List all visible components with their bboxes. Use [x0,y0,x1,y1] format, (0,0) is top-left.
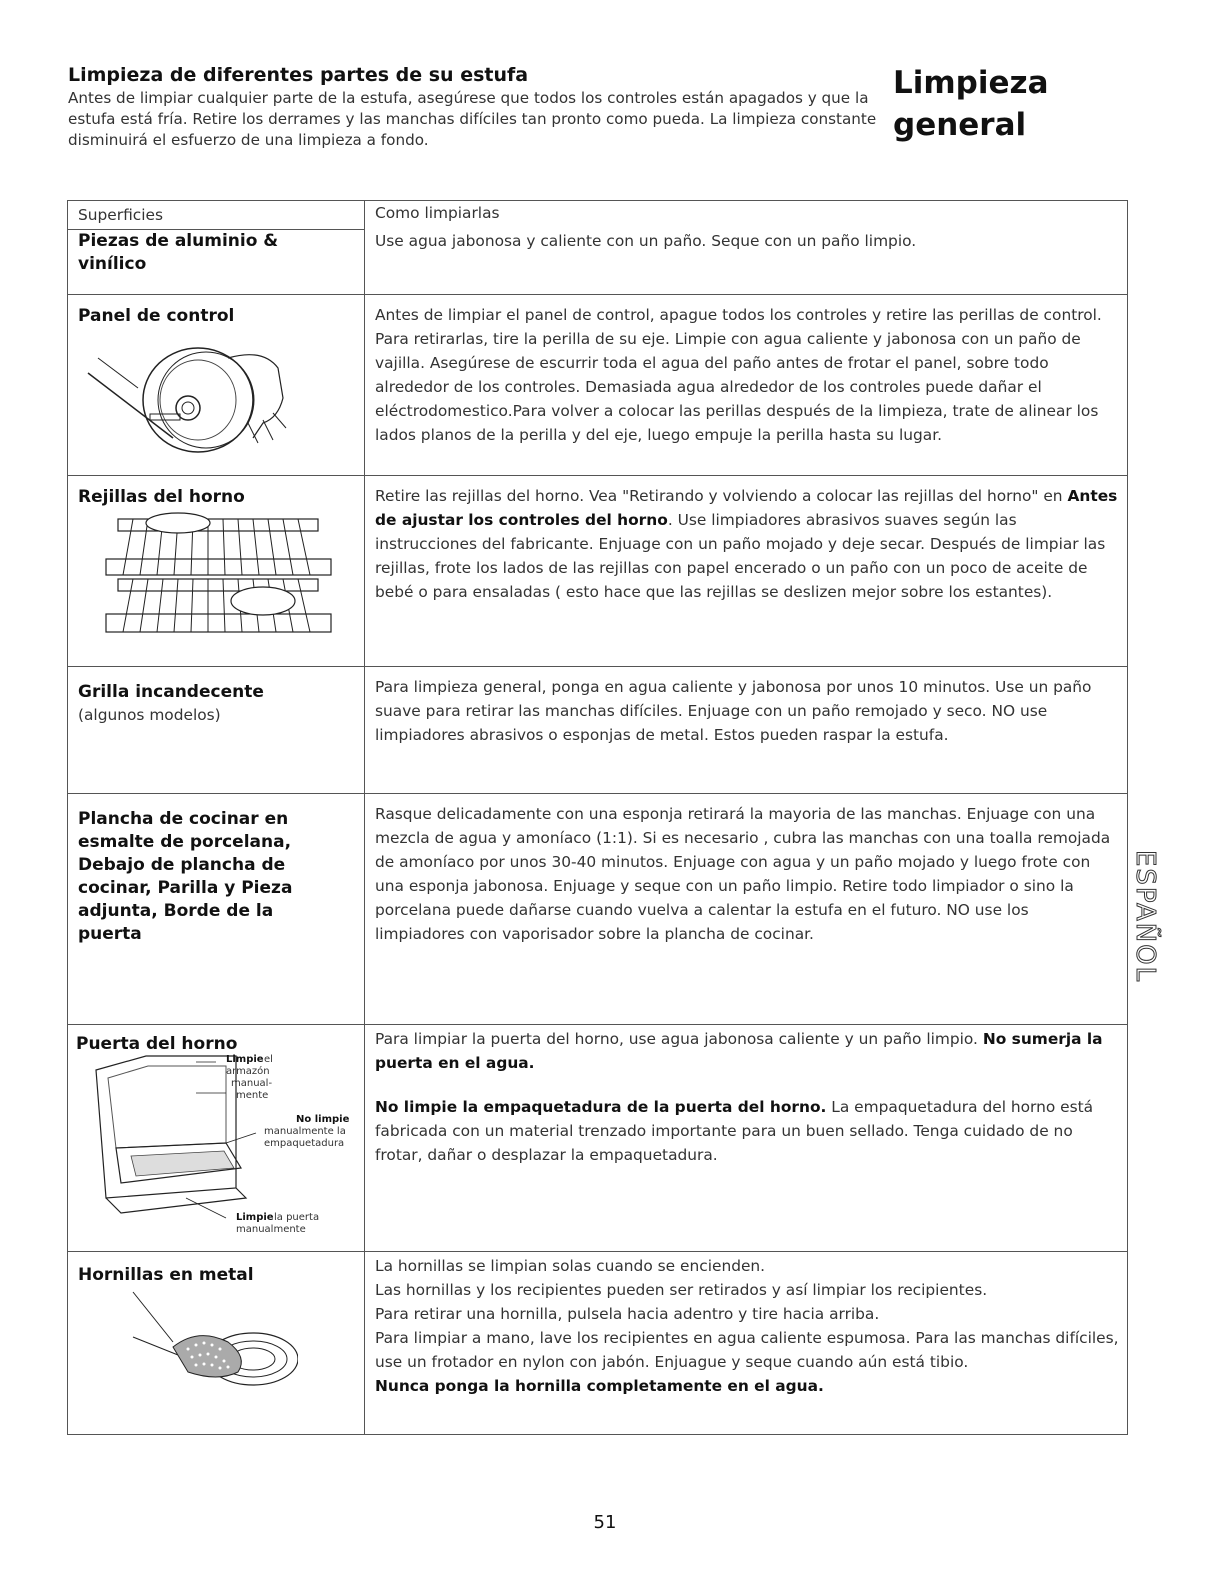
fig-label-a-rest2: armazón [226,1066,270,1077]
row-text: Retire las rejillas del horno. Vea "Retirando y volviendo a colocar las rejillas del horno" en [375,487,1063,505]
row-label: Grilla incandecente [78,682,264,702]
cleaning-table [67,200,1128,1435]
fig-label-b-rest2: empaquetadura [264,1138,345,1149]
fig-label-a-rest4: mente [236,1090,269,1101]
row-label: Plancha de cocinar en esmalte de porcelana, Debajo de plancha de cocinar, Parilla y Pieza adjunta, Borde de la puerta [78,809,293,944]
row-text-bold: No sumerja la puerta en el agua. [375,1030,1103,1072]
oven-door-illustration [76,1048,351,1238]
row-sublabel: (algunos modelos) [78,706,221,724]
col-header-surfaces: Superficies [68,201,365,230]
table-header-row [68,201,1128,230]
intro-text: Antes de limpiar cualquier parte de la estufa, asegúrese que todos los controles están apagados y que la estufa está fría. Retire los derrames y las manchas difíciles tan pronto como pueda. La limpieza constante disminuirá el esfuerzo de una limpieza a fondo. [68,89,877,149]
row-text: Para limpiar la puerta del horno, use agua jabonosa caliente y un paño limpio. [375,1030,978,1048]
fig-label-b-rest1: manualmente la [264,1126,346,1137]
fig-label-c-bold: Limpie [236,1212,274,1223]
coil-burner-illustration [78,1287,298,1397]
row-text: Para limpieza general, ponga en agua caliente y jabonosa por unos 10 minutos. Use un paño suave para retirar las manchas difíciles. Enjuage con un paño remojado y seco. NO use limpiadores abrasivos o esponjas de metal. Estos pueden raspar la estufa. [375,678,1092,744]
row-line: Para retirar una hornilla, pulsela hacia adentro y tire hacia arriba. [375,1305,880,1323]
row-label: Puerta del horno [76,1034,238,1054]
row-text-bold-2: No limpie la empaquetadura de la puerta del horno. [375,1098,827,1116]
row-label: Panel de control [78,306,235,326]
fig-label-a-rest3: manual- [231,1078,273,1089]
row-label: Rejillas del horno [78,487,245,507]
table-row [68,295,1128,476]
row-label: Hornillas en metal [78,1265,254,1285]
fig-label-c-rest2: manualmente [236,1224,306,1235]
row-label: Piezas de aluminio & vinílico [78,231,279,274]
row-text: Antes de limpiar el panel de control, apague todos los controles y retire las perillas de control. Para retirarlas, tire la perilla de su eje. Limpie con agua caliente y jabonosa con un paño de vajilla. Asegúrese de escurrir toda el agua del paño antes de frotar el panel, sobre todo alrededor de los controles. Demasiada agua alrededor de los controles puede dañar el eléctrodomestico.Para volver a colocar las perillas después de la limpieza, trate de alinear los lados planos de la perilla y del eje, luego empuje la perilla hasta su lugar. [375,306,1102,444]
intro-heading: Limpieza de diferentes partes de su estufa [68,64,529,86]
col-header-how: Como limpiarlas [365,201,1128,230]
row-text-cont: . Use limpiadores abrasivos suaves según las instrucciones del fabricante. Enjuage con un paño mojado y deje secar. Después de limpiar las rejillas, frote los lados de las rejillas con papel encerado o un paño con un poco de aceite de bebé o para ensaladas ( esto hace que las rejillas se deslizen mejor sobre los estantes). [375,511,1106,601]
page-title [893,62,1048,146]
table-row [68,667,1128,794]
row-text-cont: La empaquetadura del horno está fabricada con un material trenzado importante para un buen sellado. Tenga cuidado de no frotar, dañar o desplazar la empaquetadura. [375,1098,1094,1164]
row-text: Rasque delicadamente con una esponja retirará la mayoria de las manchas. Enjuage con una mezcla de agua y amoníaco (1:1). Si es necesario , cubra las manchas con una toalla remojada de amoníaco por unos 30-40 minutos. Enjuage con agua y un paño mojado y luego frote con una esponja jabonosa. Enjuage y seque con un paño limpio. Retire todo limpiador o sino la porcelana puede dañarse cuando vuelva a calentar la estufa en el futuro. NO use los limpiadores con vaporisador sobre la plancha de cocinar. [375,805,1111,943]
table-row [68,794,1128,1025]
page-number: 51 [593,1512,617,1533]
page-title-line1: Limpieza [893,65,1049,101]
oven-racks-illustration [78,509,338,649]
fig-label-b-bold: No limpie [296,1114,350,1125]
row-line-bold: Nunca ponga la hornilla completamente en el agua. [375,1377,824,1395]
side-language-label: ESPAÑOL [1130,850,1160,984]
control-knob-illustration [78,328,298,453]
table-row [68,230,1128,295]
fig-label-a-rest1: el [264,1054,273,1065]
intro-section [68,64,888,151]
fig-label-a-bold: Limpie [226,1054,264,1065]
row-line: Para limpiar a mano, lave los recipientes en agua caliente espumosa. Para las manchas difíciles, use un frotador en nylon con jabón. Enjuague y seque cuando aún está tibio. [375,1329,1119,1371]
row-line: Las hornillas y los recipientes pueden ser retirados y así limpiar los recipientes. [375,1281,988,1299]
row-line: La hornillas se limpian solas cuando se encienden. [375,1257,766,1275]
table-row [68,476,1128,667]
table-row [68,1252,1128,1435]
row-text-bold: Antes de ajustar los controles del horno [375,487,1118,529]
row-text: Use agua jabonosa y caliente con un paño. Seque con un paño limpio. [375,231,917,250]
fig-label-c-rest1: la puerta [274,1212,320,1223]
page-title-line2: general [893,107,1027,143]
table-row [68,1025,1128,1252]
